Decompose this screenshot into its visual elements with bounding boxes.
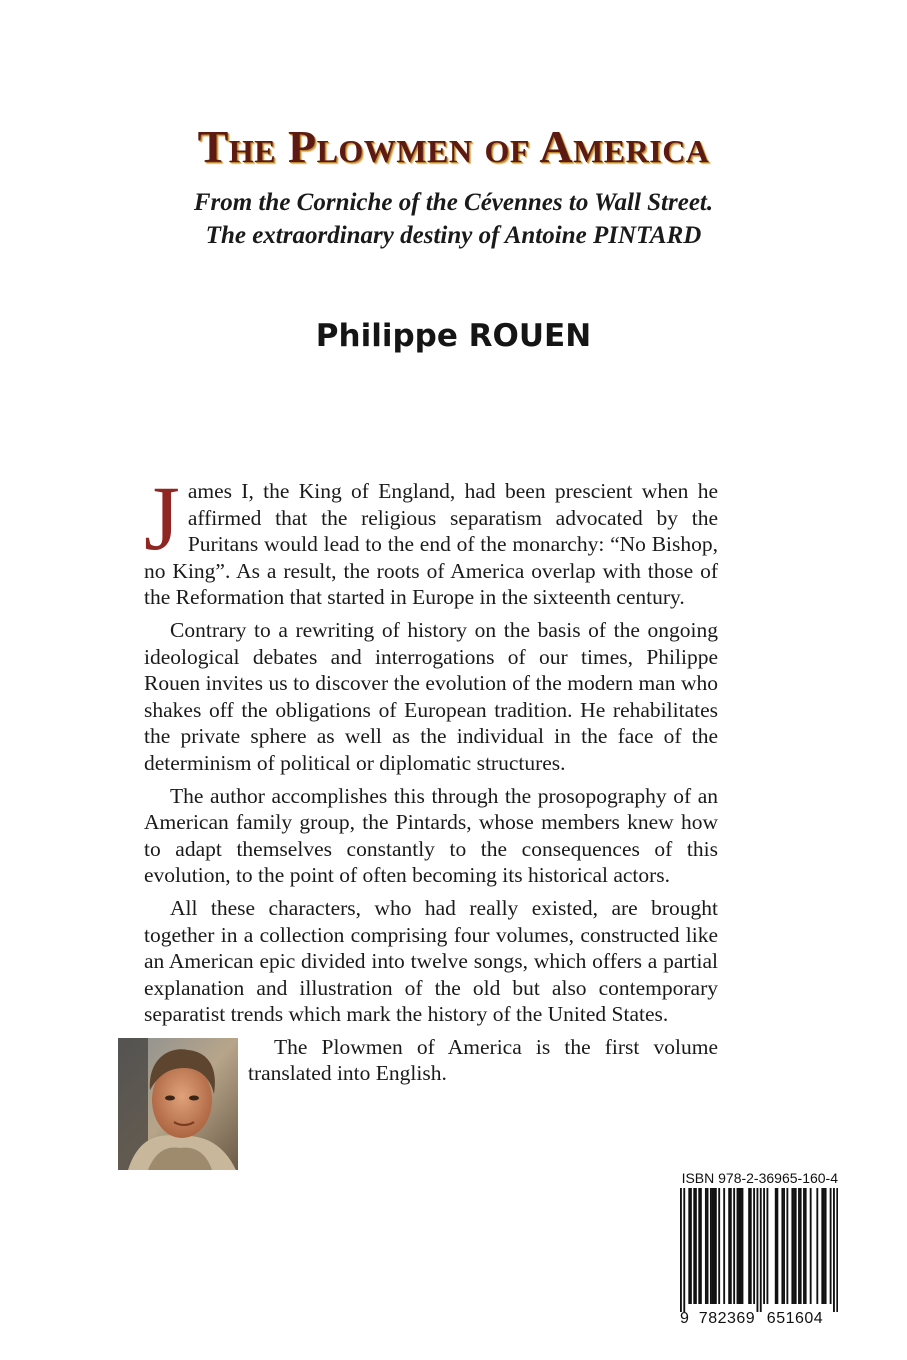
barcode-bar — [713, 1188, 715, 1304]
barcode-bar — [776, 1188, 778, 1304]
barcode-bar — [695, 1188, 697, 1304]
barcode-right-digits: 651604 — [766, 1310, 824, 1327]
barcode-bar — [690, 1188, 692, 1304]
barcode-bar — [748, 1188, 750, 1304]
barcode-bar — [836, 1188, 838, 1312]
barcode-bar — [775, 1188, 777, 1304]
barcode-bar — [705, 1188, 707, 1304]
barcode-bar — [710, 1188, 712, 1304]
barcode-bar — [738, 1188, 740, 1304]
barcode-bar — [783, 1188, 785, 1304]
barcode-bar — [740, 1188, 742, 1304]
barcode-bar — [680, 1188, 682, 1312]
barcode-bar — [830, 1188, 832, 1304]
barcode-bar — [805, 1188, 807, 1304]
subtitle-line-2: The extraordinary destiny of Antoine PINTARD — [205, 222, 702, 249]
barcode-bar — [698, 1188, 700, 1304]
barcode-bar — [693, 1188, 695, 1304]
drop-cap: J — [144, 467, 180, 569]
barcode-bar — [737, 1188, 739, 1304]
barcode-bar — [712, 1188, 714, 1304]
barcode-bar — [723, 1188, 725, 1304]
back-cover-blurb — [144, 467, 718, 1170]
barcode-bar — [793, 1188, 795, 1304]
barcode-bar — [707, 1188, 709, 1304]
isbn-label: ISBN 978-2-36965-160-4 — [681, 1170, 838, 1186]
barcode-bar — [821, 1188, 823, 1304]
barcode-bar — [763, 1188, 765, 1304]
barcode-bar — [757, 1188, 759, 1312]
barcode-bar — [791, 1188, 793, 1304]
barcode-bar — [750, 1188, 752, 1304]
blurb-paragraph-2: Contrary to a rewriting of history on the basis of the ongoing ideological debates and interrogations of our times, Philippe Rouen invites us to discover the evolution of the modern man who shakes off the obligations of European tradition. He rehabilitates the private sphere as well as the individual in the face of the determinism of political or diplomatic structures. — [144, 617, 718, 775]
author-name: Philippe ROUEN — [315, 318, 592, 354]
barcode-bar — [825, 1188, 827, 1304]
blurb-paragraph-1-text: ames I, the King of England, had been prescient when he affirmed that the religious separatism advocated by the Puritans would lead to the end of the monarchy: “No Bishop, no King”. As a result, the roots of America overlap with those of the Reformation that started in Europe in the sixteenth century. — [144, 479, 718, 610]
subtitle-line-1: From the Corniche of the Cévennes to Wall Street. — [193, 189, 714, 216]
barcode-bar — [803, 1188, 805, 1304]
barcode-bar — [718, 1188, 720, 1304]
blurb-paragraph-4: All these characters, who had really existed, are brought together in a collection comprising four volumes, constructed like an American epic divided into twelve songs, which offers a partial explanation and illustration of the old but also contemporary separatist trends which mark the history of the United States. — [144, 895, 718, 1027]
barcode-bar — [760, 1188, 762, 1312]
blurb-paragraph-1 — [144, 467, 718, 611]
barcode-bar — [800, 1188, 802, 1304]
barcode-bar — [728, 1188, 730, 1304]
barcode-bar — [786, 1188, 788, 1304]
barcode-bar — [823, 1188, 825, 1304]
barcode-bar — [795, 1188, 797, 1304]
barcode-bar — [798, 1188, 800, 1304]
barcode-bar — [715, 1188, 717, 1304]
barcode-left-digits: 782369 — [698, 1310, 756, 1327]
book-subtitle — [0, 186, 907, 252]
barcode-digits — [680, 1310, 838, 1328]
barcode-bar — [730, 1188, 732, 1304]
barcode-bar — [810, 1188, 812, 1304]
blurb-paragraph-5: The Plowmen of America is the first volume translated into English. — [248, 1034, 718, 1086]
barcode-bar — [833, 1188, 835, 1312]
barcode-bar — [700, 1188, 702, 1304]
barcode-first-digit: 9 — [680, 1310, 689, 1327]
blurb-paragraph-3: The author accomplishes this through the prosopography of an American family group, the Pintards, whose members knew how to adapt themselves constantly to the consequences of this evolution, to the point of often becoming its historical actors. — [144, 783, 718, 888]
barcode-bar — [742, 1188, 744, 1304]
barcode-bar — [816, 1188, 818, 1304]
barcode-bar — [753, 1188, 755, 1304]
barcode-bar — [683, 1188, 685, 1312]
author-portrait-image — [118, 1038, 238, 1170]
author-photo — [118, 1038, 238, 1170]
barcode-bar — [781, 1188, 783, 1304]
isbn-barcode — [680, 1188, 838, 1312]
book-title: The Plowmen of America — [197, 121, 710, 172]
barcode-bar — [766, 1188, 768, 1304]
barcode-bar — [688, 1188, 690, 1304]
barcode-bar — [733, 1188, 735, 1304]
